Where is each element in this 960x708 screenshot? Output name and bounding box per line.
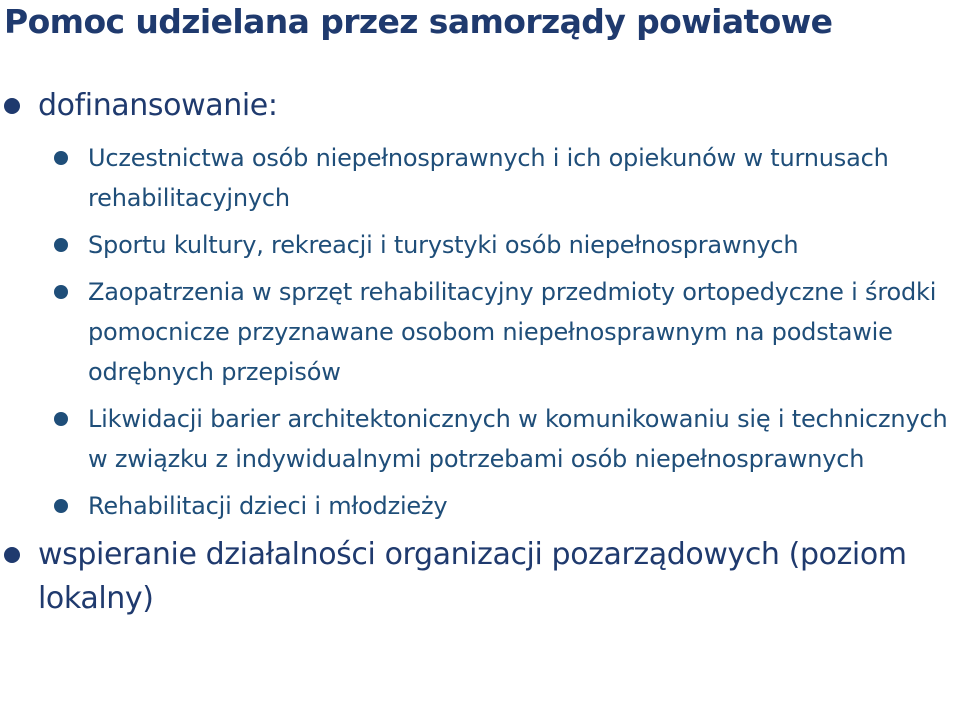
sub-bullet-item [0, 486, 958, 526]
sub-bullet-item [0, 138, 958, 218]
sub-bullet-list [0, 138, 960, 526]
sub-bullet-text: Zaopatrzenia w sprzęt rehabilitacyjny przedmioty ortopedyczne i środki pomocnicze przyznawane osobom niepełnosprawnym na podstawie odrębnych przepisów [88, 278, 937, 386]
bullet-dot-icon [54, 499, 68, 513]
bullet-dot-icon [4, 98, 20, 114]
bullet-dot-icon [4, 547, 20, 563]
bullet-dot-icon [54, 151, 68, 165]
sub-bullet-text: Likwidacji barier architektonicznych w komunikowaniu się i technicznych w związku z indywidualnymi potrzebami osób niepełnosprawnych [88, 405, 948, 473]
sub-bullet-text: Sportu kultury, rekreacji i turystyki osób niepełnosprawnych [88, 231, 799, 259]
sub-bullet-item [0, 272, 958, 392]
bullet-dot-icon [54, 238, 68, 252]
slide-title: Pomoc udzielana przez samorządy powiatowe [4, 2, 833, 41]
bullet-item-label: dofinansowanie: [38, 88, 278, 123]
bullet-item-label: wspieranie działalności organizacji pozarządowych (poziom lokalny) [38, 537, 907, 616]
sub-bullet-item [0, 399, 958, 479]
slide-content [0, 84, 960, 621]
sub-bullet-item [0, 225, 958, 265]
bullet-item-wspieranie [0, 533, 960, 621]
bullet-dot-icon [54, 412, 68, 426]
sub-bullet-text: Rehabilitacji dzieci i młodzieży [88, 492, 448, 520]
sub-bullet-text: Uczestnictwa osób niepełnosprawnych i ich opiekunów w turnusach rehabilitacyjnych [88, 144, 889, 212]
bullet-dot-icon [54, 285, 68, 299]
bullet-item-dofinansowanie [0, 84, 960, 128]
